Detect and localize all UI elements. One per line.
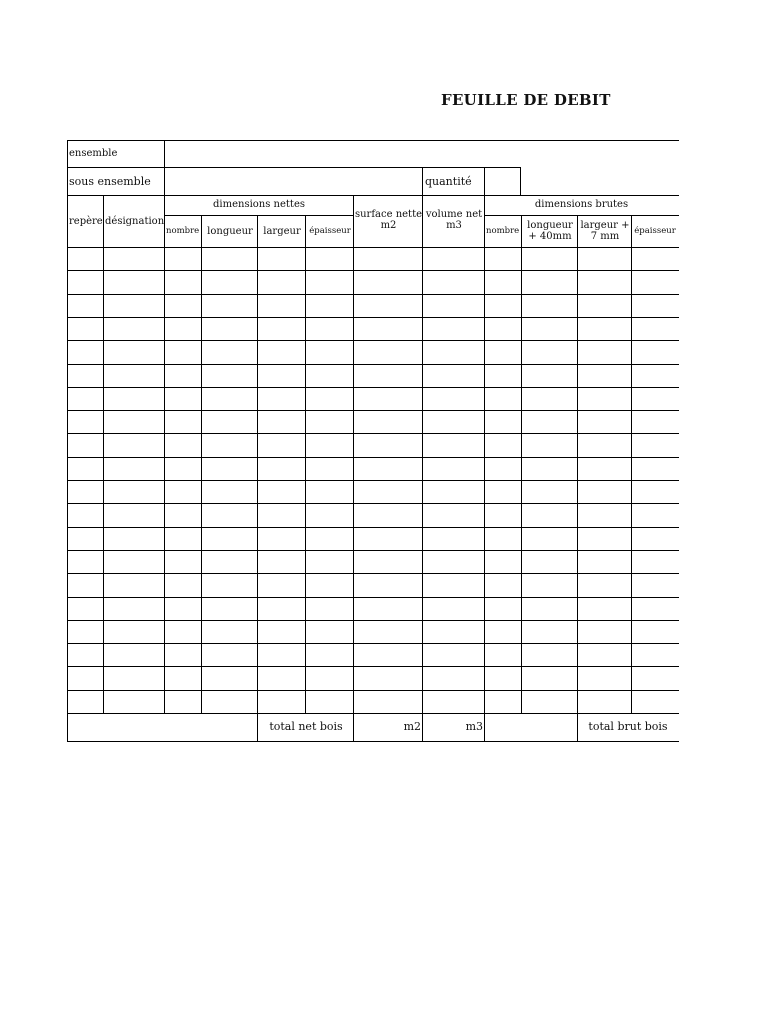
table-cell[interactable] [104, 411, 164, 433]
table-cell[interactable] [485, 528, 521, 550]
table-cell[interactable] [423, 644, 484, 666]
table-cell[interactable] [423, 504, 484, 527]
table-cell[interactable] [306, 598, 353, 620]
table-cell[interactable] [423, 341, 484, 364]
table-cell[interactable] [632, 528, 678, 550]
table-cell[interactable] [306, 271, 353, 294]
table-cell[interactable] [632, 574, 678, 597]
table-cell[interactable] [165, 574, 201, 597]
table-cell[interactable] [632, 434, 678, 457]
table-cell[interactable] [354, 574, 422, 597]
col-repere: repère [69, 216, 103, 227]
table-cell[interactable] [306, 644, 353, 666]
table-cell[interactable] [202, 667, 257, 690]
table-cell[interactable] [354, 481, 422, 503]
table-cell[interactable] [68, 551, 103, 573]
table-cell[interactable] [423, 574, 484, 597]
table-cell[interactable] [68, 598, 103, 620]
table-cell[interactable] [68, 481, 103, 503]
grid-line [485, 215, 679, 216]
table-cell[interactable] [632, 644, 678, 666]
col-nombre-net: nombre [166, 226, 200, 236]
table-cell[interactable] [578, 271, 631, 294]
table-cell[interactable] [578, 551, 631, 573]
table-cell[interactable] [258, 551, 305, 573]
table-cell[interactable] [354, 644, 422, 666]
table-cell[interactable] [165, 504, 201, 527]
table-cell[interactable] [104, 388, 164, 410]
table-cell[interactable] [202, 388, 257, 410]
table-cell[interactable] [104, 504, 164, 527]
unit-m3: m3 [465, 720, 483, 733]
table-cell[interactable] [104, 248, 164, 270]
table-cell[interactable] [165, 271, 201, 294]
table-cell[interactable] [258, 271, 305, 294]
table-cell[interactable] [354, 504, 422, 527]
table-cell[interactable] [354, 341, 422, 364]
table-cell[interactable] [522, 341, 577, 364]
table-cell[interactable] [522, 318, 577, 340]
table-row-line [67, 713, 679, 714]
table-cell[interactable] [202, 248, 257, 270]
table-cell[interactable] [485, 295, 521, 317]
table-cell[interactable] [258, 481, 305, 503]
table-cell[interactable] [522, 295, 577, 317]
quantite-label: quantité [425, 175, 472, 188]
col-volume-net: volume net m3 [425, 209, 483, 231]
table-cell[interactable] [423, 248, 484, 270]
table-cell[interactable] [423, 388, 484, 410]
table-cell[interactable] [632, 691, 678, 713]
table-cell[interactable] [522, 434, 577, 457]
table-cell[interactable] [354, 598, 422, 620]
table-cell[interactable] [354, 434, 422, 457]
table-cell[interactable] [258, 598, 305, 620]
table-cell[interactable] [578, 528, 631, 550]
table-cell[interactable] [522, 528, 577, 550]
table-cell[interactable] [104, 481, 164, 503]
table-cell[interactable] [68, 434, 103, 457]
ensemble-field[interactable] [165, 141, 678, 167]
table-cell[interactable] [202, 318, 257, 340]
table-cell[interactable] [165, 318, 201, 340]
table-cell[interactable] [578, 481, 631, 503]
table-cell[interactable] [202, 481, 257, 503]
table-cell[interactable] [485, 341, 521, 364]
table-cell[interactable] [68, 528, 103, 550]
table-cell[interactable] [423, 691, 484, 713]
table-cell[interactable] [522, 481, 577, 503]
table-cell[interactable] [632, 481, 678, 503]
table-cell[interactable] [578, 504, 631, 527]
table-cell[interactable] [578, 248, 631, 270]
col-dimensions-brutes: dimensions brutes [534, 199, 629, 210]
table-cell[interactable] [578, 295, 631, 317]
table-cell[interactable] [306, 621, 353, 643]
table-cell[interactable] [104, 365, 164, 387]
table-cell[interactable] [258, 365, 305, 387]
table-cell[interactable] [485, 644, 521, 666]
table-cell[interactable] [423, 621, 484, 643]
table-cell[interactable] [202, 365, 257, 387]
grid-line [67, 195, 679, 196]
col-largeur-brut: largeur + 7 mm [580, 220, 630, 242]
table-cell[interactable] [258, 411, 305, 433]
ensemble-label: ensemble [69, 148, 118, 159]
table-cell[interactable] [306, 295, 353, 317]
table-cell[interactable] [258, 248, 305, 270]
table-cell[interactable] [68, 318, 103, 340]
table-cell[interactable] [306, 318, 353, 340]
table-cell[interactable] [354, 295, 422, 317]
table-cell[interactable] [632, 388, 678, 410]
table-cell[interactable] [485, 667, 521, 690]
table-cell[interactable] [578, 621, 631, 643]
table-cell[interactable] [632, 318, 678, 340]
table-cell[interactable] [306, 248, 353, 270]
table-cell[interactable] [578, 644, 631, 666]
table-cell[interactable] [68, 691, 103, 713]
table-cell[interactable] [354, 271, 422, 294]
table-cell[interactable] [68, 388, 103, 410]
table-cell[interactable] [68, 667, 103, 690]
sous-ensemble-field[interactable] [165, 168, 423, 195]
table-cell[interactable] [306, 388, 353, 410]
table-cell[interactable] [258, 295, 305, 317]
table-cell[interactable] [202, 691, 257, 713]
table-cell[interactable] [354, 691, 422, 713]
table-cell[interactable] [632, 458, 678, 480]
table-cell[interactable] [202, 341, 257, 364]
table-cell[interactable] [423, 271, 484, 294]
table-cell[interactable] [522, 574, 577, 597]
table-cell[interactable] [202, 598, 257, 620]
table-cell[interactable] [632, 248, 678, 270]
table-cell[interactable] [165, 458, 201, 480]
table-cell[interactable] [423, 434, 484, 457]
table-cell[interactable] [578, 598, 631, 620]
table-cell[interactable] [522, 458, 577, 480]
table-cell[interactable] [578, 318, 631, 340]
table-cell[interactable] [68, 504, 103, 527]
table-cell[interactable] [202, 458, 257, 480]
table-cell[interactable] [578, 411, 631, 433]
table-cell[interactable] [354, 388, 422, 410]
table-cell[interactable] [578, 458, 631, 480]
table-cell[interactable] [202, 644, 257, 666]
table-cell[interactable] [423, 318, 484, 340]
quantite-field[interactable] [485, 168, 520, 195]
table-cell[interactable] [632, 598, 678, 620]
col-designation: désignation [105, 216, 165, 227]
table-cell[interactable] [354, 458, 422, 480]
table-cell[interactable] [423, 598, 484, 620]
grid-line [67, 167, 521, 168]
table-cell[interactable] [522, 365, 577, 387]
col-nombre-brut: nombre [486, 226, 520, 236]
table-cell[interactable] [522, 271, 577, 294]
table-cell[interactable] [68, 621, 103, 643]
table-cell[interactable] [306, 667, 353, 690]
table-cell[interactable] [258, 504, 305, 527]
table-cell[interactable] [578, 574, 631, 597]
table-cell[interactable] [68, 341, 103, 364]
table-cell[interactable] [485, 598, 521, 620]
table-cell[interactable] [306, 365, 353, 387]
table-cell[interactable] [306, 411, 353, 433]
table-cell[interactable] [306, 341, 353, 364]
table-cell[interactable] [104, 574, 164, 597]
table-cell[interactable] [485, 621, 521, 643]
table-cell[interactable] [578, 434, 631, 457]
table-cell[interactable] [354, 365, 422, 387]
table-cell[interactable] [423, 481, 484, 503]
table-cell[interactable] [632, 365, 678, 387]
table-cell[interactable] [165, 644, 201, 666]
table-cell[interactable] [485, 271, 521, 294]
table-cell[interactable] [165, 411, 201, 433]
table-cell[interactable] [202, 411, 257, 433]
table-cell[interactable] [632, 551, 678, 573]
table-cell[interactable] [68, 574, 103, 597]
table-cell[interactable] [165, 365, 201, 387]
table-cell[interactable] [578, 667, 631, 690]
table-cell[interactable] [165, 434, 201, 457]
table-cell[interactable] [632, 295, 678, 317]
table-cell[interactable] [104, 318, 164, 340]
table-cell[interactable] [306, 458, 353, 480]
table-cell[interactable] [104, 528, 164, 550]
table-cell[interactable] [165, 621, 201, 643]
table-cell[interactable] [68, 295, 103, 317]
table-cell[interactable] [306, 691, 353, 713]
table-cell[interactable] [104, 621, 164, 643]
col-dimensions-nettes: dimensions nettes [213, 199, 305, 210]
table-cell[interactable] [165, 295, 201, 317]
table-cell[interactable] [68, 365, 103, 387]
table-cell[interactable] [485, 365, 521, 387]
table-cell[interactable] [522, 621, 577, 643]
table-cell[interactable] [354, 551, 422, 573]
table-cell[interactable] [202, 528, 257, 550]
total-brut-label: total brut bois [588, 720, 668, 733]
table-cell[interactable] [258, 318, 305, 340]
table-cell[interactable] [485, 318, 521, 340]
col-largeur-net: largeur [263, 226, 301, 237]
table-cell[interactable] [632, 667, 678, 690]
table-cell[interactable] [165, 341, 201, 364]
col-surface-nette: surface nette m2 [354, 209, 423, 231]
table-cell[interactable] [423, 411, 484, 433]
table-cell[interactable] [306, 528, 353, 550]
table-cell[interactable] [522, 644, 577, 666]
table-cell[interactable] [104, 341, 164, 364]
table-cell[interactable] [632, 411, 678, 433]
table-cell[interactable] [306, 481, 353, 503]
table-cell[interactable] [165, 388, 201, 410]
table-cell[interactable] [485, 248, 521, 270]
table-cell[interactable] [485, 574, 521, 597]
grid-line [165, 215, 354, 216]
table-cell[interactable] [522, 388, 577, 410]
table-cell[interactable] [258, 458, 305, 480]
table-cell[interactable] [165, 481, 201, 503]
table-cell[interactable] [258, 667, 305, 690]
table-cell[interactable] [104, 434, 164, 457]
table-cell[interactable] [485, 388, 521, 410]
table-cell[interactable] [165, 528, 201, 550]
table-cell[interactable] [632, 271, 678, 294]
table-cell[interactable] [104, 644, 164, 666]
unit-m2: m2 [403, 720, 421, 733]
table-cell[interactable] [306, 434, 353, 457]
table-cell[interactable] [522, 691, 577, 713]
table-cell[interactable] [522, 598, 577, 620]
table-cell[interactable] [202, 295, 257, 317]
table-cell[interactable] [578, 365, 631, 387]
table-cell[interactable] [68, 411, 103, 433]
table-cell[interactable] [165, 248, 201, 270]
table-cell[interactable] [258, 644, 305, 666]
table-cell[interactable] [578, 691, 631, 713]
table-cell[interactable] [165, 691, 201, 713]
table-cell[interactable] [485, 434, 521, 457]
table-cell[interactable] [68, 458, 103, 480]
table-cell[interactable] [165, 667, 201, 690]
table-cell[interactable] [485, 504, 521, 527]
table-cell[interactable] [522, 411, 577, 433]
table-cell[interactable] [258, 528, 305, 550]
table-cell[interactable] [423, 295, 484, 317]
table-cell[interactable] [354, 667, 422, 690]
table-cell[interactable] [258, 621, 305, 643]
page-title: FEUILLE DE DEBIT [441, 91, 611, 109]
table-cell[interactable] [68, 248, 103, 270]
table-cell[interactable] [632, 341, 678, 364]
table-cell[interactable] [485, 458, 521, 480]
table-cell[interactable] [104, 551, 164, 573]
table-cell[interactable] [522, 504, 577, 527]
table-cell[interactable] [202, 621, 257, 643]
table-cell[interactable] [423, 528, 484, 550]
table-cell[interactable] [578, 341, 631, 364]
table-cell[interactable] [485, 411, 521, 433]
col-epaisseur-brut: épaisseur [634, 226, 676, 236]
table-cell[interactable] [104, 667, 164, 690]
table-cell[interactable] [202, 434, 257, 457]
col-epaisseur-net: épaisseur [309, 226, 351, 236]
sous-ensemble-label: sous ensemble [69, 175, 151, 188]
table-cell[interactable] [165, 598, 201, 620]
table-top-border [67, 140, 679, 141]
table-cell[interactable] [354, 528, 422, 550]
table-cell[interactable] [258, 574, 305, 597]
table-cell[interactable] [423, 551, 484, 573]
table-cell[interactable] [306, 574, 353, 597]
table-cell[interactable] [354, 318, 422, 340]
table-cell[interactable] [258, 341, 305, 364]
table-cell[interactable] [104, 271, 164, 294]
table-cell[interactable] [578, 388, 631, 410]
table-cell[interactable] [522, 551, 577, 573]
table-cell[interactable] [354, 621, 422, 643]
table-cell[interactable] [485, 481, 521, 503]
table-cell[interactable] [104, 691, 164, 713]
table-cell[interactable] [423, 365, 484, 387]
col-longueur-net: longueur [207, 226, 253, 237]
table-cell[interactable] [258, 434, 305, 457]
table-cell[interactable] [104, 598, 164, 620]
grid-line [520, 167, 521, 196]
table-cell[interactable] [258, 691, 305, 713]
table-cell[interactable] [202, 574, 257, 597]
table-cell[interactable] [423, 667, 484, 690]
table-cell[interactable] [68, 271, 103, 294]
total-net-label: total net bois [269, 720, 343, 733]
table-cell[interactable] [104, 458, 164, 480]
table-cell[interactable] [202, 551, 257, 573]
table-cell[interactable] [485, 551, 521, 573]
table-cell[interactable] [306, 504, 353, 527]
table-cell[interactable] [522, 248, 577, 270]
table-cell[interactable] [104, 295, 164, 317]
table-cell[interactable] [306, 551, 353, 573]
table-cell[interactable] [354, 411, 422, 433]
table-cell[interactable] [485, 691, 521, 713]
col-longueur-brut: longueur + 40mm [527, 220, 573, 242]
table-cell[interactable] [423, 458, 484, 480]
table-cell[interactable] [522, 667, 577, 690]
table-cell[interactable] [632, 621, 678, 643]
table-cell[interactable] [354, 248, 422, 270]
table-cell[interactable] [202, 504, 257, 527]
table-cell[interactable] [68, 644, 103, 666]
table-cell[interactable] [632, 504, 678, 527]
table-bottom-border [67, 741, 679, 742]
table-cell[interactable] [258, 388, 305, 410]
table-cell[interactable] [165, 551, 201, 573]
table-cell[interactable] [202, 271, 257, 294]
